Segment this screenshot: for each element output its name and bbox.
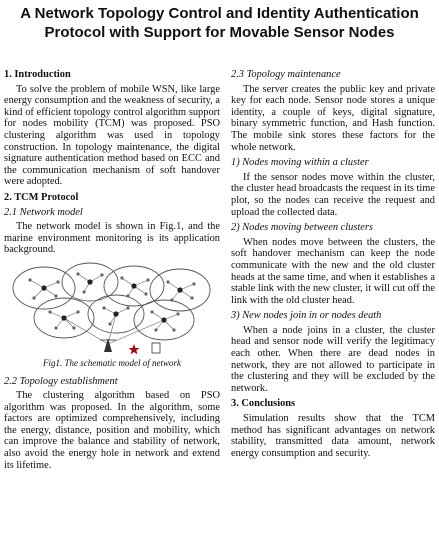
case-heading-between-clusters: 2) Nodes moving between clusters <box>231 222 373 234</box>
section-heading-tcm-protocol: 2. TCM Protocol <box>4 191 79 203</box>
introduction-paragraph: To solve the problem of mobile WSN, like large energy consumption and the weakness of security, a kind of efficient topology control algorithm support for nodes mobility (TCM) was proposed. PSO clustering algorithm was used in topology construction. In topology maintenance, the digital signature authentication method based on ECC and the communication mechanism of soft handover were adopted. <box>4 83 220 188</box>
between-clusters-paragraph: When nodes move between the clusters, the soft handover mechanism can keep the node communicate with the new and the old cluster heads at the same time, and when it establishes a stable link with the new cluster, it will cut off the link with the old cluster head. <box>231 236 435 306</box>
within-cluster-paragraph: If the sensor nodes move within the cluster, the cluster head broadcasts the request in its time plot, so the nodes can receive the request and upload the collected data. <box>231 171 435 218</box>
subsection-heading-topology-maintenance: 2.3 Topology maintenance <box>231 69 341 80</box>
paper-title: A Network Topology Control and Identity Authentication Protocol with Support for Movable Sensor Nodes <box>20 5 419 41</box>
section-heading-conclusions: 3. Conclusions <box>231 398 296 410</box>
section-heading-introduction: 1. Introduction <box>4 69 71 80</box>
star-icon <box>129 344 140 355</box>
case-heading-within-cluster: 1) Nodes moving within a cluster <box>231 157 369 169</box>
network-model-figure <box>4 260 220 356</box>
join-or-death-paragraph: When a node joins in a cluster, the cluster head and sensor node will verify the legitimacy each other. When there are dead nodes in network, they are not allowed to participate in the clustering and they will be excluded by the network. <box>231 324 435 394</box>
sink-icon <box>100 338 116 352</box>
topology-maintenance-paragraph: The server creates the public key and private key for each node. Sensor node stores a unique identity, a couple of keys, digital signature, binary symmetric function, and Hash function. The mobile sink stores these factors for the whole network. <box>231 83 435 153</box>
server-icon <box>152 343 160 353</box>
left-column <box>4 69 220 475</box>
conclusions-paragraph: Simulation results show that the TCM method has significant advantages on network stability, transmitted data amount, network energy consumption and security. <box>231 413 435 459</box>
case-heading-join-or-death: 3) New nodes join in or nodes death <box>231 310 382 322</box>
topology-establishment-paragraph: The clustering algorithm based on PSO algorithm was proposed. In the algorithm, some factors are optimized comprehensively, including the energy, distance, position and mobility, which can improve the balance and stability of network, also avoid the energy hole in network and extend its lifetime. <box>4 390 220 471</box>
subsection-heading-topology-establishment: 2.2 Topology establishment <box>4 375 118 387</box>
figure-caption: Fig1. The schematic model of network <box>43 357 181 368</box>
network-model-paragraph: The network model is shown in Fig.1, and the marine environment monitoring is its application background. <box>4 221 220 256</box>
subsection-heading-network-model: 2.1 Network model <box>4 206 83 218</box>
right-column <box>231 69 435 463</box>
